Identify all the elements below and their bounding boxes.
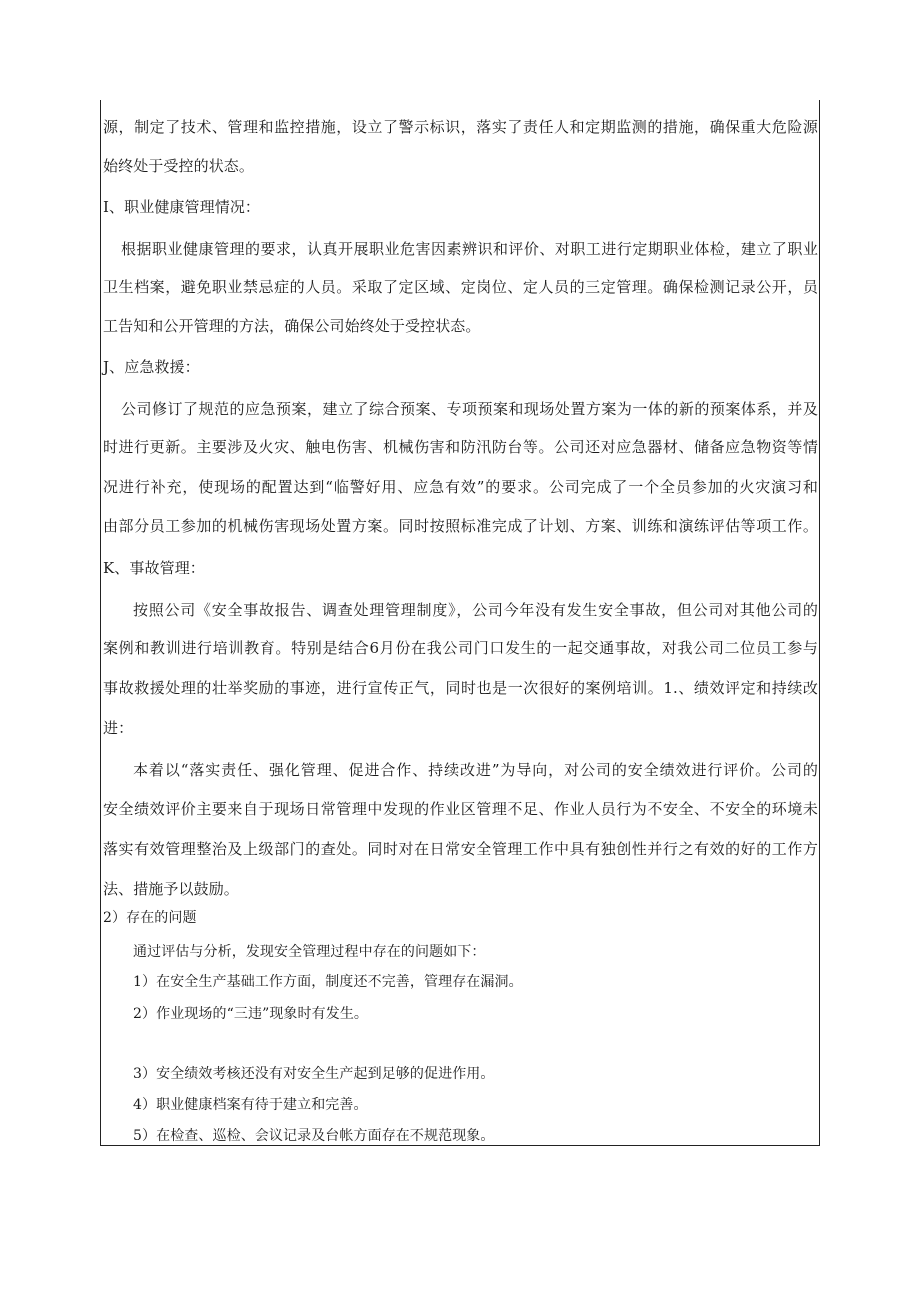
list-item: 4）职业健康档案有待于建立和完善。	[133, 1097, 368, 1113]
paragraph-line: 案例和教训进行培训教育。特别是结合6月份在我公司门口发生的一起交通事故，对我公司二位员工参与	[103, 639, 818, 657]
list-item: 5）在检查、巡检、会议记录及台帐方面存在不规范现象。	[133, 1128, 495, 1144]
list-item: 2）作业现场的“三违”现象时有发生。	[133, 1006, 369, 1022]
paragraph-line: 卫生档案，避免职业禁忌症的人员。采取了定区域、定岗位、定人员的三定管理。确保检测记录公开，员	[103, 278, 818, 296]
section-heading: J、应急救援：	[103, 358, 200, 376]
subsection-heading: 2）存在的问题	[103, 910, 197, 926]
paragraph-line: 落实有效管理整治及上级部门的查处。同时对在日常安全管理工作中具有独创性并行之有效的好的工作方	[103, 840, 818, 858]
paragraph-line: 法、措施予以鼓励。	[103, 880, 239, 898]
section-heading: K、事故管理：	[103, 559, 205, 577]
paragraph-line: 工告知和公开管理的方法，确保公司始终处于受控状态。	[103, 317, 481, 335]
section-heading: I、职业健康管理情况：	[103, 198, 261, 216]
list-item: 1）在安全生产基础工作方面，制度还不完善，管理存在漏洞。	[133, 974, 523, 990]
subsection-intro: 通过评估与分析，发现安全管理过程中存在的问题如下：	[133, 944, 486, 960]
paragraph-line: 根据职业健康管理的要求，认真开展职业危害因素辨识和评价、对职工进行定期职业体检，建立了职业	[121, 240, 818, 258]
paragraph-line: 源，制定了技术、管理和监控措施，设立了警示标识，落实了责任人和定期监测的措施，确保重大危险源	[103, 118, 818, 136]
paragraph-line: 况进行补充，使现场的配置达到“临警好用、应急有效”的要求。公司完成了一个全员参加的火灾演习和	[103, 478, 818, 496]
paragraph-line: 按照公司《安全事故报告、调查处理管理制度》，公司今年没有发生安全事故，但公司对其他公司的	[133, 601, 818, 619]
paragraph-line: 事故救援处理的壮举奖励的事迹，进行宣传正气，同时也是一次很好的案例培训。1.、绩效评定和持续改	[103, 679, 818, 697]
list-item: 3）安全绩效考核还没有对安全生产起到足够的促进作用。	[133, 1066, 495, 1082]
paragraph-line: 安全绩效评价主要来自于现场日常管理中发现的作业区管理不足、作业人员行为不安全、不安全的环境未	[103, 800, 818, 818]
paragraph-line: 进：	[103, 719, 134, 737]
paragraph-line: 时进行更新。主要涉及火灾、触电伤害、机械伤害和防汛防台等。公司还对应急器材、储备应急物资等情	[103, 438, 818, 456]
paragraph-line: 始终处于受控的状态。	[103, 157, 255, 175]
paragraph-line: 由部分员工参加的机械伤害现场处置方案。同时按照标准完成了计划、方案、训练和演练评估等项工作。	[103, 517, 818, 535]
paragraph-line: 公司修订了规范的应急预案，建立了综合预案、专项预案和现场处置方案为一体的新的预案体系，并及	[121, 400, 818, 418]
paragraph-line: 本着以“落实责任、强化管理、促进合作、持续改进”为导向，对公司的安全绩效进行评价。公司的	[133, 761, 818, 779]
